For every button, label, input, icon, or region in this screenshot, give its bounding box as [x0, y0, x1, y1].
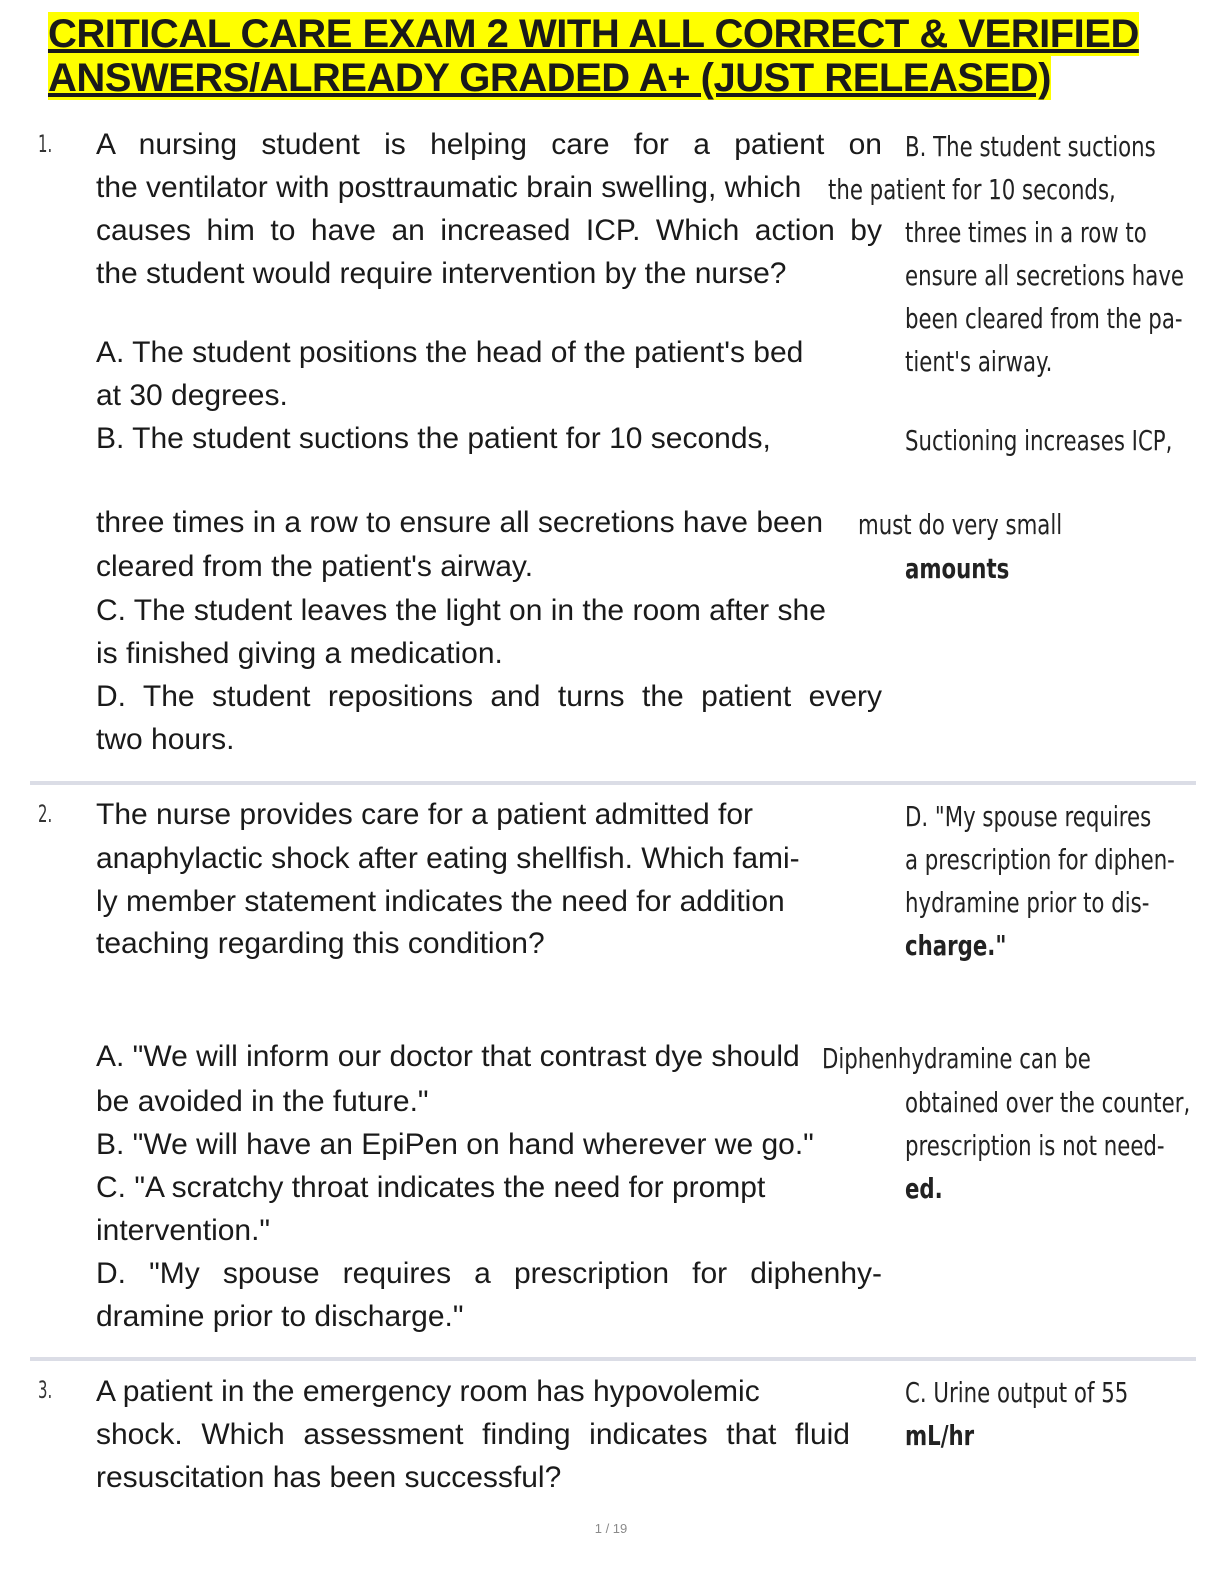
option-line: intervention." [96, 1214, 271, 1247]
question-text-line: shock. Which assessment finding indicates that fluid [96, 1418, 850, 1451]
document-title-text: CRITICAL CARE EXAM 2 WITH ALL CORRECT & VERIFIED ANSWERS/ALREADY GRADED A+ (JUST RELEASED) [48, 12, 1139, 100]
answer-line: the patient for 10 seconds, [828, 173, 1116, 206]
answer-line: mL/hr [905, 1419, 975, 1452]
option-line: B. "We will have an EpiPen on hand wherever we go." [96, 1128, 814, 1161]
option-line: C. The student leaves the light on in the room after she [96, 594, 826, 627]
option-line: is finished giving a medication. [96, 637, 503, 670]
question-text-line: resuscitation has been successful? [96, 1461, 562, 1494]
option-line: C. "A scratchy throat indicates the need for prompt [96, 1171, 766, 1204]
answer-line: Suctioning increases ICP, [905, 424, 1173, 457]
question-text-line: A nursing student is helping care for a patient on [96, 128, 882, 161]
option-line: A. "We will inform our doctor that contrast dye should [96, 1040, 800, 1073]
answer-line: C. Urine output of 55 [905, 1376, 1129, 1409]
question-text-line: teaching regarding this condition? [96, 927, 545, 960]
question-number: 3. [38, 1376, 53, 1404]
option-line: B. The student suctions the patient for 10 seconds, [96, 422, 771, 455]
answer-line: charge." [905, 929, 1007, 962]
question-divider [30, 1357, 1196, 1361]
answer-line: amounts [905, 552, 1010, 585]
answer-line: been cleared from the pa- [905, 302, 1183, 335]
answer-line: ensure all secretions have [905, 259, 1185, 292]
answer-line: prescription is not need- [905, 1129, 1165, 1162]
answer-line: ed. [905, 1172, 943, 1205]
question-text-line: the ventilator with posttraumatic brain swelling, which [96, 171, 802, 204]
option-line: A. The student positions the head of the patient's bed [96, 336, 804, 369]
answer-line: D. "My spouse requires [905, 800, 1152, 833]
option-line: cleared from the patient's airway. [96, 550, 534, 583]
question-number: 2. [38, 800, 53, 828]
answer-line: B. The student suctions [905, 130, 1156, 163]
question-text-line: The nurse provides care for a patient admitted for [96, 798, 754, 831]
answer-line: Diphenhydramine can be [822, 1042, 1091, 1075]
question-text-line: causes him to have an increased ICP. Which action by [96, 214, 882, 247]
option-line: at 30 degrees. [96, 379, 288, 412]
page-indicator: 1 / 19 [594, 1521, 628, 1536]
option-line: two hours. [96, 723, 235, 756]
question-text-line: A patient in the emergency room has hypovolemic [96, 1375, 760, 1408]
answer-line: must do very small [858, 508, 1063, 541]
option-line: dramine prior to discharge." [96, 1300, 464, 1333]
question-text-line: ly member statement indicates the need for addition [96, 885, 785, 918]
option-line: be avoided in the future." [96, 1085, 429, 1118]
answer-line: obtained over the counter, [905, 1086, 1191, 1119]
answer-line: hydramine prior to dis- [905, 886, 1150, 919]
document-title [48, 12, 1158, 100]
question-text-line: anaphylactic shock after eating shellfish. Which fami- [96, 842, 800, 875]
option-line: three times in a row to ensure all secretions have been [96, 506, 824, 539]
option-line: D. "My spouse requires a prescription for diphenhy- [96, 1257, 882, 1290]
answer-line: tient's airway. [905, 345, 1053, 378]
answer-line: a prescription for diphen- [905, 843, 1175, 876]
question-text-line: the student would require intervention by the nurse? [96, 257, 787, 290]
question-number: 1. [38, 130, 53, 158]
option-line: D. The student repositions and turns the patient every [96, 680, 882, 713]
question-divider [30, 781, 1196, 785]
answer-line: three times in a row to [905, 216, 1147, 249]
